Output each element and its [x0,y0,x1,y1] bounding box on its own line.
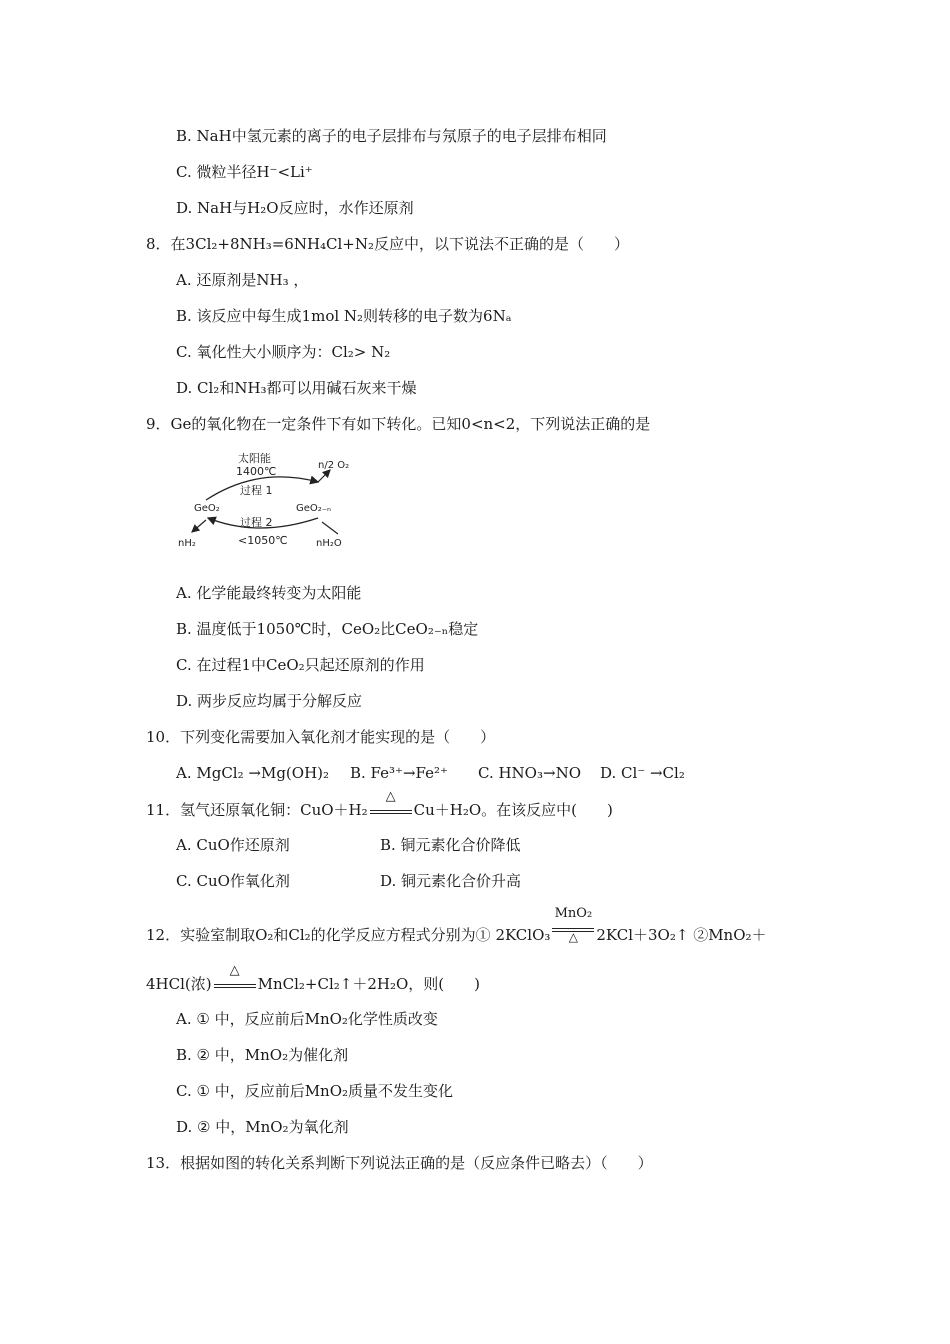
q10-stem: 10．下列变化需要加入氧化剂才能实现的是（ ） [146,728,496,746]
q12-option-a: A. ① 中，反应前后MnO₂化学性质改变 [176,1010,438,1028]
q12-stem-line2 [146,963,480,995]
q12-stem-pre: 12．实验室制取O₂和Cl₂的化学反应方程式分别为① 2KClO₃ [146,926,551,944]
q11-option-c: C. CuO作氧化剂 [176,872,290,890]
q11-option-a: A. CuO作还原剂 [176,836,290,854]
q8-option-d: D. Cl₂和NH₃都可以用碱石灰来干燥 [176,379,417,397]
q8-option-c: C. 氧化性大小顺序为：Cl₂> N₂ [176,343,391,361]
q12-option-b: B. ② 中，MnO₂为催化剂 [176,1046,349,1064]
diagram-h2-product: nH₂ [178,538,196,549]
q11-option-b: B. 铜元素化合价降低 [380,836,521,854]
diagram-h2o-reactant: nH₂O [316,538,342,549]
diagram-process1-label: 过程 1 [240,484,273,497]
q13-stem: 13．根据如图的转化关系判断下列说法正确的是（反应条件已略去）（ ） [146,1154,653,1172]
diagram-temp-high: 1400℃ [236,465,277,478]
q7-option-d: D. NaH与H₂O反应时，水作还原剂 [176,199,414,217]
q11-option-d: D. 铜元素化合价升高 [380,872,522,890]
q8-option-b: B. 该反应中每生成1mol N₂则转移的电子数为6Nₐ [176,307,512,325]
q8-option-a: A. 还原剂是NH₃ ， [176,271,309,289]
q9-option-d: D. 两步反应均属于分解反应 [176,692,363,710]
q12-option-c: C. ① 中，反应前后MnO₂质量不发生变化 [176,1082,454,1100]
q12-catalyst-condition: MnO₂ △ [550,926,596,946]
diagram-geo2-n-label: GeO₂₋ₙ [296,503,332,514]
diagram-process2-label: 过程 2 [240,516,273,529]
q10-option-a: A. MgCl₂ →Mg(OH)₂ [176,764,330,782]
q9-option-c: C. 在过程1中CeO₂只起还原剂的作用 [176,656,425,674]
diagram-geo2-label: GeO₂ [194,503,220,514]
q11-stem [146,789,613,821]
q12-line2-post: MnCl₂+Cl₂↑＋2H₂O，则( ) [257,975,480,993]
q11-stem-pre: 11．氢气还原氧化铜：CuO＋H₂ [146,801,368,819]
diagram-o2-product: n/2 O₂ [318,460,350,471]
q12-stem-line1 [146,906,767,946]
diagram-solar-label: 太阳能 [238,452,271,465]
ge-oxide-cycle-diagram [178,448,358,556]
q7-option-b: B. NaH中氢元素的离子的电子层排布与氖原子的电子层排布相同 [176,127,607,145]
q12-line2-pre: 4HCl(浓) [146,975,212,993]
q9-option-a: A. 化学能最终转变为太阳能 [176,584,362,602]
q10-option-b: B. Fe³⁺→Fe²⁺ [350,764,448,782]
q9-stem: 9．Ge的氧化物在一定条件下有如下转化。已知0<n<2，下列说法正确的是 [146,415,651,433]
q9-option-b: B. 温度低于1050℃时，CeO₂比CeO₂₋ₙ稳定 [176,620,479,638]
q12-stem-mid: 2KCl＋3O₂↑ ②MnO₂＋ [596,926,767,944]
q8-stem: 8．在3Cl₂+8NH₃=6NH₄Cl+N₂反应中，以下说法不正确的是（ ） [146,235,630,253]
q10-option-d: D. Cl⁻ →Cl₂ [600,764,685,782]
q11-stem-post: Cu＋H₂O。在该反应中( ) [413,801,613,819]
diagram-temp-low: <1050℃ [238,534,288,547]
q12-heat-condition: △ [212,975,258,995]
q12-option-d: D. ② 中，MnO₂为氧化剂 [176,1118,349,1136]
q10-option-c: C. HNO₃→NO [478,764,581,782]
q7-option-c: C. 微粒半径H⁻<Li⁺ [176,163,313,181]
q11-heat-condition: △ [368,801,414,821]
